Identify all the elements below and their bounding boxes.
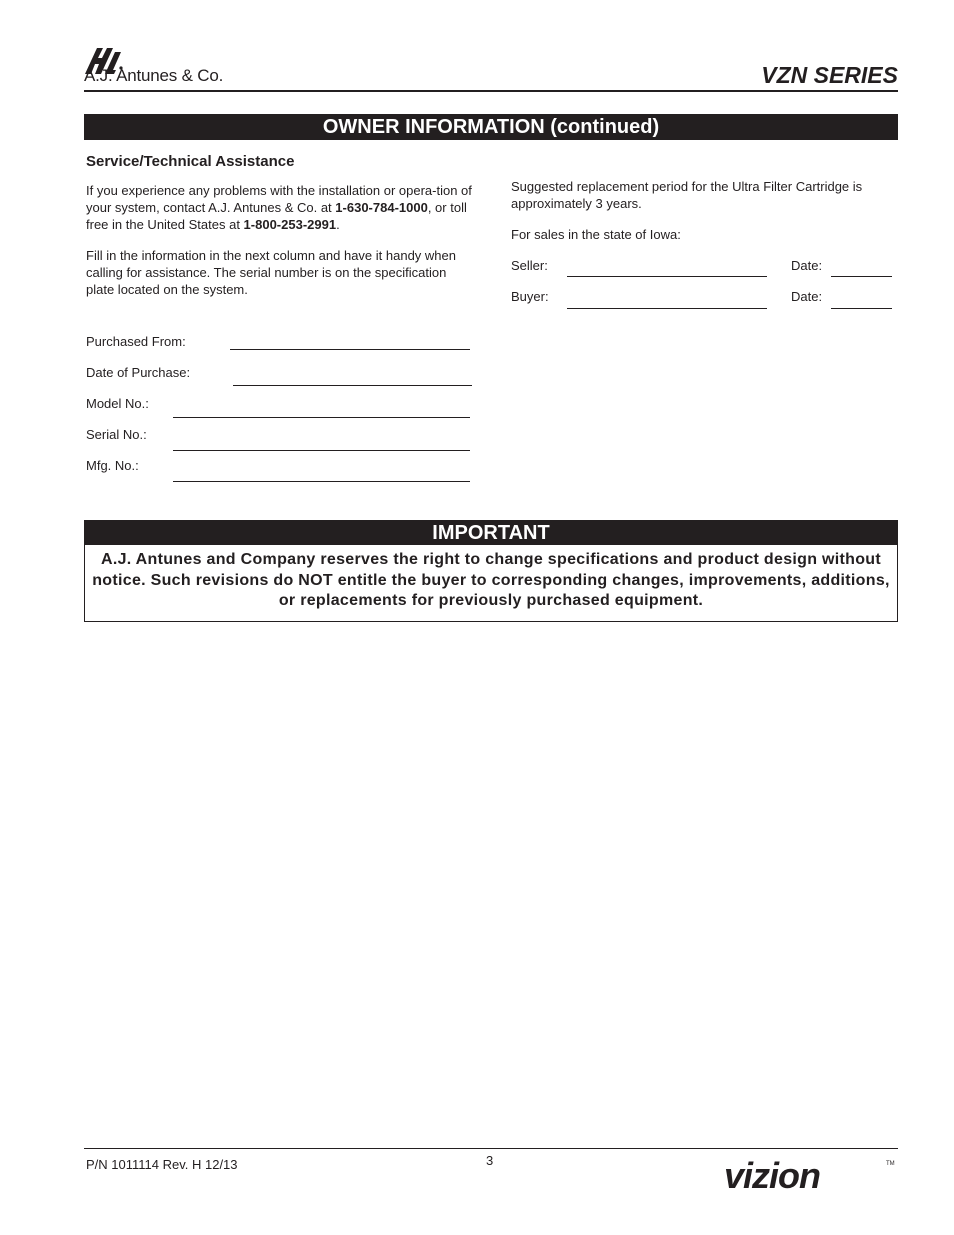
part-number: P/N 1011114 Rev. H 12/13 [86, 1157, 238, 1172]
model-no-label: Model No.: [86, 396, 149, 411]
mfg-no-line[interactable] [173, 481, 470, 482]
mfg-no-label: Mfg. No.: [86, 458, 139, 473]
buyer-date-line[interactable] [831, 308, 892, 309]
series-title: VZN SERIES [761, 62, 898, 88]
trademark-mark: TM [886, 1161, 895, 1167]
model-no-line[interactable] [173, 417, 470, 418]
serial-no-line[interactable] [173, 450, 470, 451]
seller-label: Seller: [511, 258, 548, 273]
serial-no-label: Serial No.: [86, 427, 147, 442]
vizion-brand-logo: vizion [724, 1155, 821, 1196]
owner-information-banner: OWNER INFORMATION (continued) [84, 114, 898, 140]
seller-line[interactable] [567, 276, 767, 277]
fill-in-paragraph: Fill in the information in the next column and have it handy when calling for assistance. The serial number is on the specification plate located on the system. [86, 248, 456, 297]
page-number: 3 [486, 1153, 494, 1168]
footer-divider [84, 1148, 898, 1149]
header-divider [84, 90, 898, 92]
service-heading: Service/Technical Assistance [86, 153, 295, 170]
buyer-date-label: Date: [791, 289, 823, 304]
purchased-from-label: Purchased From: [86, 334, 186, 349]
seller-date-line[interactable] [831, 276, 892, 277]
company-name: A.J. Antunes & Co. [84, 66, 224, 85]
assistance-end: . [336, 217, 340, 232]
important-banner: IMPORTANT [84, 520, 898, 545]
purchased-from-line[interactable] [230, 349, 470, 350]
date-of-purchase-label: Date of Purchase: [86, 365, 191, 380]
date-of-purchase-line[interactable] [233, 385, 472, 386]
phone-main: 1-630-784-1000 [335, 200, 428, 215]
assistance-intro: If you experience any problems with the installation or opera-tion of your system, contact A.J. Antunes & Co. at [86, 183, 472, 215]
seller-date-label: Date: [791, 258, 823, 273]
assistance-middle: , or toll free in the United States at [86, 200, 467, 232]
phone-toll-free: 1-800-253-2991 [243, 217, 337, 232]
assistance-paragraph [86, 182, 474, 233]
buyer-line[interactable] [567, 308, 767, 309]
buyer-label: Buyer: [511, 289, 549, 304]
filter-replacement-paragraph: Suggested replacement period for the Ultra Filter Cartridge is approximately 3 years. [511, 179, 863, 211]
iowa-sales-text: For sales in the state of Iowa: [511, 227, 681, 242]
important-notice-text: A.J. Antunes and Company reserves the right to change specifications and product design without notice. Such revisions do NOT entitle the buyer to corresponding changes, improvements, additions, or replacements for previously purchased equipment. [92, 551, 890, 609]
